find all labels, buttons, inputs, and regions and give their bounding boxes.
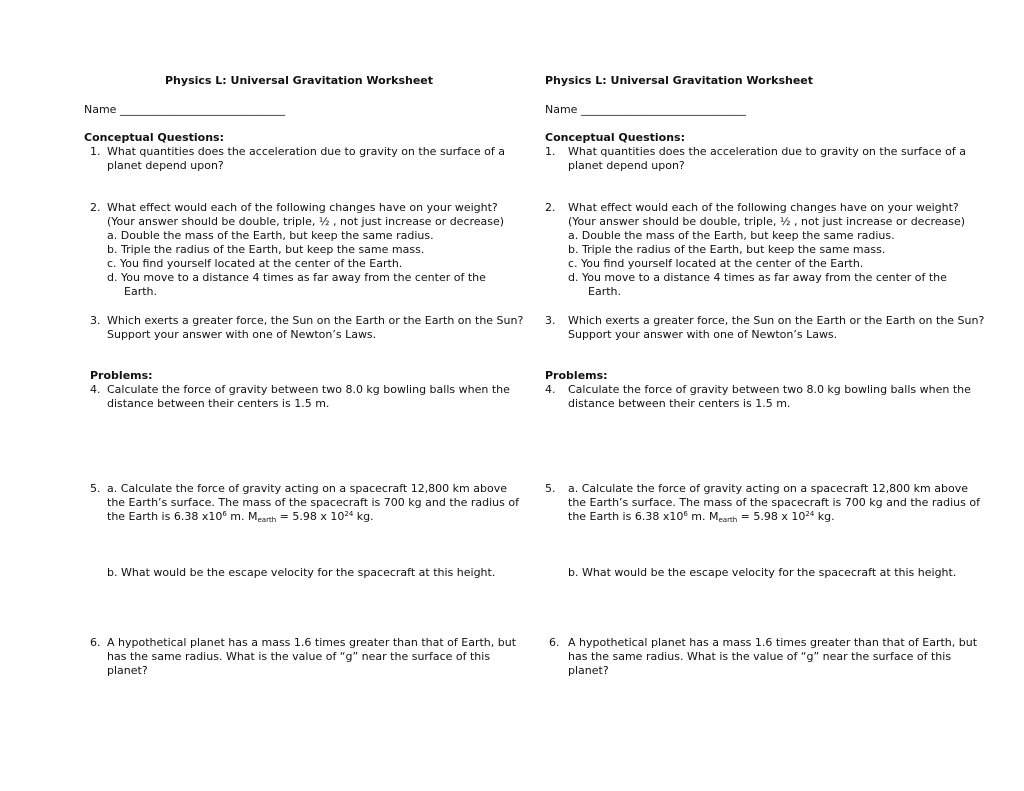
q4-line: Calculate the force of gravity between two 8.0 kg bowling balls when the [568,383,971,396]
q5-line: the Earth’s surface. The mass of the spacecraft is 700 kg and the radius of [107,496,519,509]
worksheet-title: Physics L: Universal Gravitation Worksheet [165,74,434,87]
q5-line-formula: the Earth is 6.38 $x10^6$ m. $M_{earth} = 5.98$ x $10^{24}$ kg. [107,510,374,524]
worksheet-copy-right [460,0,985,791]
q3-line: Support your answer with one of Newton’s Laws. [107,328,377,341]
q1-line: planet depend upon? [107,159,224,172]
q5-number: 5. [545,482,556,495]
q4-number: 4. [90,383,101,396]
q2-item: a. Double the mass of the Earth, but keep the same radius. [568,229,895,242]
q2-item: b. Triple the radius of the Earth, but keep the same mass. [107,243,425,256]
q3-line: Which exerts a greater force, the Sun on the Earth or the Earth on the Sun? [568,314,985,327]
q4-line: distance between their centers is 1.5 m. [107,397,330,410]
q2-item: a. Double the mass of the Earth, but keep the same radius. [107,229,434,242]
q3-number: 3. [90,314,101,327]
q6-line: A hypothetical planet has a mass 1.6 times greater than that of Earth, but [107,636,517,649]
q2-item: b. Triple the radius of the Earth, but keep the same mass. [568,243,886,256]
q1-number: 1. [90,145,101,158]
q2-item: d. You move to a distance 4 times as far away from the center of the [568,271,947,284]
q2-line: What effect would each of the following changes have on your weight? [107,201,498,214]
problems-heading: Problems: [545,369,608,382]
q6-line: A hypothetical planet has a mass 1.6 times greater than that of Earth, but [568,636,978,649]
q4-line: distance between their centers is 1.5 m. [568,397,791,410]
q5-line: the Earth’s surface. The mass of the spacecraft is 700 kg and the radius of [568,496,980,509]
q3-line: Support your answer with one of Newton’s Laws. [568,328,838,341]
q2-line: What effect would each of the following changes have on your weight? [568,201,959,214]
q5-line-formula: the Earth is 6.38 $x10^6$ m. $M_{earth} = 5.98$ x $10^{24}$ kg. [568,510,835,524]
q2-item: d. You move to a distance 4 times as far away from the center of the [107,271,486,284]
q3-number: 3. [545,314,556,327]
name-line: Name ______________________________ [545,103,746,116]
q1-line: What quantities does the acceleration due to gravity on the surface of a [107,145,505,158]
q1-line: What quantities does the acceleration due to gravity on the surface of a [568,145,966,158]
q1-number: 1. [545,145,556,158]
q6-number: 6. [90,636,101,649]
q5-part-b: b. What would be the escape velocity for the spacecraft at this height. [568,566,957,579]
conceptual-heading: Conceptual Questions: [84,131,224,144]
q6-number: 6. [549,636,560,649]
q2-item-continuation: Earth. [124,285,157,298]
q5-part-b: b. What would be the escape velocity for the spacecraft at this height. [107,566,496,579]
q2-item: c. You find yourself located at the center of the Earth. [568,257,864,270]
q5-line: a. Calculate the force of gravity acting on a spacecraft 12,800 km above [107,482,507,495]
q6-line: has the same radius. What is the value of “g” near the surface of this [568,650,952,663]
q6-line: planet? [568,664,609,677]
q2-line: (Your answer should be double, triple, ½ , not just increase or decrease) [568,215,966,228]
q1-line: planet depend upon? [568,159,685,172]
q2-item-continuation: Earth. [588,285,621,298]
q2-line: (Your answer should be double, triple, ½ , not just increase or decrease) [107,215,505,228]
q2-number: 2. [90,201,101,214]
q4-line: Calculate the force of gravity between two 8.0 kg bowling balls when the [107,383,510,396]
conceptual-heading: Conceptual Questions: [545,131,685,144]
q2-number: 2. [545,201,556,214]
q4-number: 4. [545,383,556,396]
q6-line: has the same radius. What is the value of “g” near the surface of this [107,650,491,663]
q6-line: planet? [107,664,148,677]
name-line: Name ______________________________ [84,103,285,116]
problems-heading: Problems: [90,369,153,382]
worksheet-title: Physics L: Universal Gravitation Worksheet [545,74,814,87]
q5-line: a. Calculate the force of gravity acting on a spacecraft 12,800 km above [568,482,968,495]
q5-number: 5. [90,482,101,495]
q2-item: c. You find yourself located at the center of the Earth. [107,257,403,270]
q3-line: Which exerts a greater force, the Sun on the Earth or the Earth on the Sun? [107,314,524,327]
